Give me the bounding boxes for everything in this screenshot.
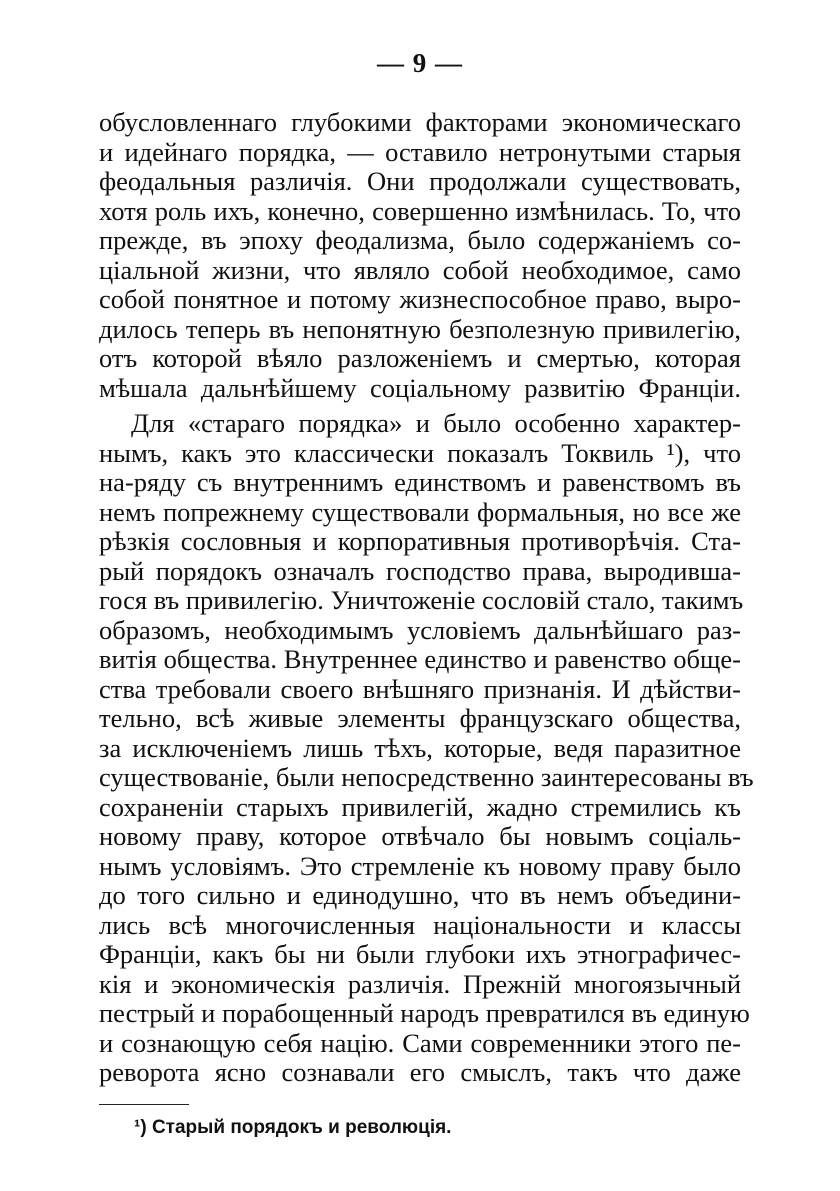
- text-line: лись всѣ многочисленныя національности и классы: [99, 909, 741, 940]
- text-line: хотя роль ихъ, конечно, совершенно измѣнилась. То, что: [99, 195, 741, 226]
- text-line: образомъ, необходимымъ условіемъ дальнѣйшаго раз-: [99, 614, 741, 645]
- text-line: и идейнаго порядка, — оставило нетронутыми старыя: [99, 136, 741, 167]
- text-line: ціальной жизни, что являло собой необходимое, само: [99, 254, 741, 285]
- text-line: ства требовали своего внѣшняго признанія. И дѣйстви-: [99, 673, 741, 704]
- text-line: новому праву, которое отвѣчало бы новымъ соціаль-: [99, 821, 741, 851]
- text-line: нымъ условіямъ. Это стремленіе къ новому праву было: [99, 850, 741, 881]
- text-line: рѣзкія сословныя и корпоративныя противорѣчія. Ста-: [99, 526, 741, 556]
- text-line: сохраненіи старыхъ привилегій, жадно стремились къ: [99, 791, 741, 822]
- footnote-divider: [99, 1104, 189, 1105]
- text-line: рый порядокъ означалъ господство права, выродивша-: [99, 555, 741, 586]
- text-line: существованіе, были непосредственно заинтересованы въ: [99, 762, 754, 792]
- text-line: Для «стараго порядка» и было особенно характер-: [131, 408, 741, 438]
- text-line: обусловленнаго глубокими факторами экономическаго: [99, 107, 741, 137]
- text-line: пестрый и порабощенный народъ превратился въ единую: [99, 998, 750, 1028]
- text-line: гося въ привилегію. Уничтоженіе сословій стало, такимъ: [99, 585, 744, 615]
- text-line: Франціи, какъ бы ни были глубоки ихъ этнографичес-: [99, 939, 741, 969]
- text-line: феодальныя различія. Они продолжали существовать,: [99, 166, 741, 196]
- page-number: — 9 —: [377, 48, 463, 78]
- text-line: немъ попрежнему существовали формальныя, но все же: [99, 496, 741, 527]
- text-line: мѣшала дальнѣйшему соціальному развитію Франціи.: [99, 372, 741, 403]
- text-line: витія общества. Внутреннее единство и равенство обще-: [99, 644, 741, 674]
- text-line: кія и экономическія различія. Прежній многоязычный: [99, 968, 741, 999]
- text-line: нымъ, какъ это классически показалъ Токвиль ¹), что: [99, 437, 741, 468]
- text-line: и сознающую себя націю. Сами современники этого пе-: [99, 1027, 741, 1058]
- text-line: отъ которой вѣяло разложеніемъ и смертью, которая: [99, 343, 741, 373]
- footnote-marker: ¹): [134, 1117, 147, 1138]
- text-line: тельно, всѣ живые элементы французскаго общества,: [99, 703, 741, 733]
- text-line: прежде, въ эпоху феодализма, было содержаніемъ со-: [99, 225, 741, 255]
- footnote-text: Старый порядокъ и революція.: [151, 1117, 452, 1138]
- footnote: [134, 1117, 451, 1139]
- text-line: реворота ясно сознавали его смыслъ, такъ что даже: [99, 1057, 741, 1087]
- text-line: за исключеніемъ лишь тѣхъ, которые, ведя паразитное: [99, 732, 741, 763]
- text-line: дилось теперь въ непонятную безполезную привилегію,: [99, 313, 741, 344]
- text-line: до того сильно и единодушно, что въ немъ объедини-: [99, 880, 741, 910]
- text-line: собой понятное и потому жизнеспособное право, выро-: [99, 284, 741, 314]
- body-text: [99, 107, 754, 1088]
- text-line: на-ряду съ внутреннимъ единствомъ и равенствомъ въ: [99, 467, 741, 497]
